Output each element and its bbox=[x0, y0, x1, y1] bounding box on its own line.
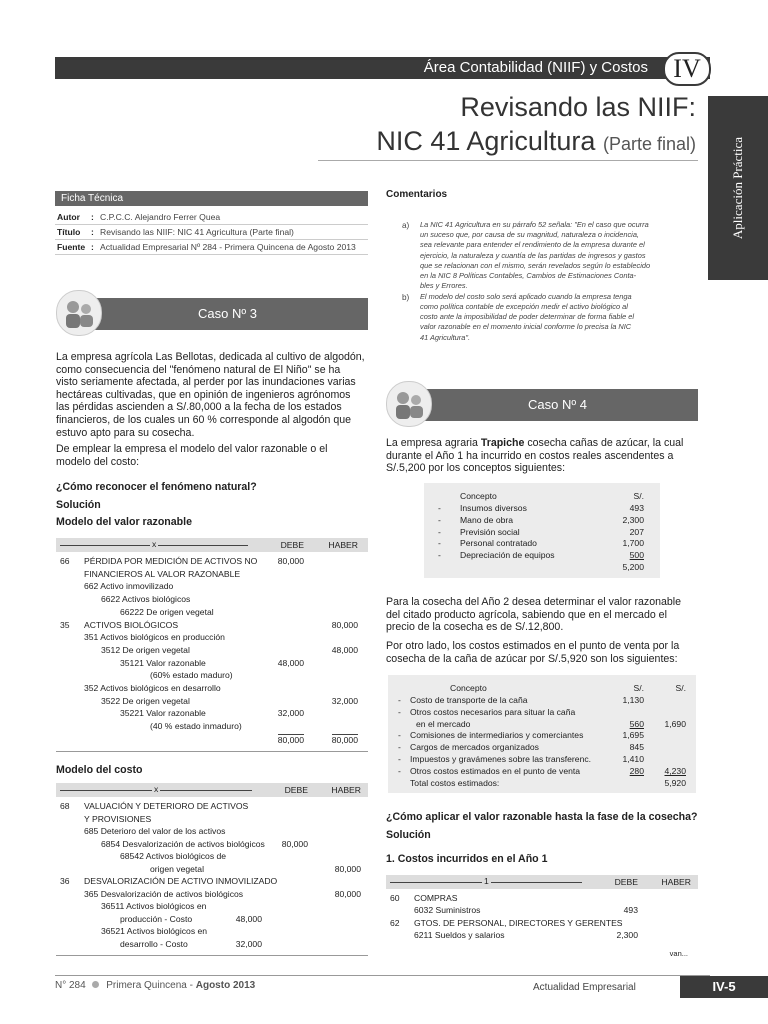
row-bullet: - bbox=[398, 730, 401, 741]
step1-heading: 1. Costos incurridos en el Año 1 bbox=[386, 853, 548, 865]
row-bullet: - bbox=[438, 550, 441, 561]
caso4-label: Caso Nº 4 bbox=[528, 397, 587, 412]
table-row bbox=[386, 918, 698, 930]
table-body bbox=[56, 552, 368, 752]
table-header bbox=[386, 875, 698, 889]
article-title-line2 bbox=[376, 126, 696, 157]
comment-line: El modelo del costo solo será aplicado cuando la empresa tenga bbox=[420, 291, 632, 301]
table-row bbox=[56, 926, 368, 939]
total-value: 5,200 bbox=[622, 562, 644, 572]
journal-table-year1 bbox=[386, 875, 698, 958]
page-number: IV-5 bbox=[680, 976, 768, 998]
title-divider bbox=[318, 160, 698, 161]
row-concept: Mano de obra bbox=[460, 514, 514, 525]
row-bullet: - bbox=[398, 754, 401, 764]
caso4-intro-post: cosecha cañas de azúcar, la cual bbox=[524, 437, 684, 449]
comment-line: valor razonable en el momento inicial conforme lo precisa la NIC bbox=[420, 322, 632, 332]
haber-amount: 80,000 bbox=[334, 888, 361, 899]
caso4-intro-pre: La empresa agraria bbox=[386, 437, 481, 449]
text-line: precio de la cosecha es de S/.12,800. bbox=[386, 621, 564, 634]
account-name: 6032 Suministros bbox=[414, 905, 481, 916]
article-title-part: (Parte final) bbox=[602, 134, 696, 154]
table-row bbox=[386, 893, 698, 905]
issue-number: N° 284 bbox=[55, 980, 86, 991]
haber-amount: 48,000 bbox=[331, 644, 358, 655]
haber-amount: 32,000 bbox=[331, 695, 358, 706]
people-icon bbox=[387, 382, 431, 426]
col-header-value: S/. bbox=[633, 491, 644, 501]
row-concept: Depreciación de equipos bbox=[460, 550, 555, 561]
account-code: 62 bbox=[390, 917, 400, 928]
issue-period: Primera Quincena - bbox=[106, 980, 196, 991]
haber-header: HABER bbox=[661, 877, 691, 887]
row-concept: Personal contratado bbox=[460, 538, 537, 549]
account-name: 36521 Activos biológicos en bbox=[101, 926, 208, 936]
account-name: 352 Activos biológicos en desarrollo bbox=[84, 683, 221, 693]
caso3-question: ¿Cómo reconocer el fenómeno natural? bbox=[56, 481, 257, 493]
haber-header: HABER bbox=[331, 785, 361, 795]
table-row bbox=[56, 876, 368, 889]
table-header bbox=[56, 538, 368, 552]
comment-line: como política contable de excepción medir el activo biológico al bbox=[420, 302, 628, 312]
debe-amount: 80,000 bbox=[277, 734, 304, 745]
comment-line: sea relevante para entender el rendimiento de la empresa durante el bbox=[420, 240, 645, 250]
row-value: 2,300 bbox=[622, 514, 644, 525]
table-body bbox=[56, 797, 368, 956]
bullet-icon bbox=[92, 981, 99, 988]
section-title: Área Contabilidad (NIIF) y Costos bbox=[423, 59, 648, 76]
comment-line: ejercicio, la naturaleza y cuantía de las partidas de ingresos y gastos bbox=[420, 250, 646, 260]
caso3-label: Caso Nº 3 bbox=[198, 306, 257, 321]
account-name: Y PROVISIONES bbox=[84, 813, 152, 824]
text-line: modelo del costo: bbox=[56, 455, 140, 468]
comment-marker: b) bbox=[402, 292, 410, 302]
text-line: cosecha de la caña de azúcar por S/.5,920 son los siguientes: bbox=[386, 652, 678, 665]
caso4-intro bbox=[386, 437, 698, 475]
caso3-question-intro bbox=[56, 443, 368, 468]
table-row bbox=[56, 864, 368, 877]
debe-amount: 32,000 bbox=[277, 708, 304, 719]
caso4-question: ¿Cómo aplicar el valor razonable hasta la fase de la cosecha? bbox=[386, 811, 698, 823]
debe-amount: 2,300 bbox=[616, 930, 638, 941]
table-row bbox=[56, 851, 368, 864]
total-label: Total costos estimados: bbox=[410, 777, 500, 788]
row-bullet: - bbox=[438, 526, 441, 537]
text-line: del citado producto agrícola, sabiendo que en el mercado el bbox=[386, 608, 667, 621]
account-name: 35221 Valor razonable bbox=[120, 708, 206, 719]
row-value-1: 1,695 bbox=[622, 730, 644, 741]
side-tab bbox=[708, 96, 768, 280]
chapter-number: IV bbox=[663, 52, 711, 86]
row-concept: Previsión social bbox=[460, 526, 520, 537]
text-line: hectáreas cultivadas, que en opinión de ingenieros agrónomos bbox=[56, 388, 351, 401]
account-name: (60% estado maduro) bbox=[150, 670, 233, 681]
table-row bbox=[56, 721, 368, 734]
row-bullet: - bbox=[438, 538, 441, 549]
table-row bbox=[56, 594, 368, 607]
comment-line: costo ante la imposibilidad de poder determinar de forma fiable el bbox=[420, 312, 635, 322]
ficha-row bbox=[55, 210, 368, 225]
table-body bbox=[386, 889, 698, 958]
comment-line: en la NIC 8 Políticas Contables, Cambios de Estimaciones Conta- bbox=[420, 271, 637, 280]
account-name: 365 Desvalorización de activos biológicos bbox=[84, 888, 244, 899]
row-bullet: - bbox=[398, 706, 401, 717]
text-line: La empresa agrícola Las Bellotas, dedicada al cultivo de algodón, bbox=[56, 351, 365, 363]
account-code: 68 bbox=[60, 801, 70, 811]
account-name: DESVALORIZACIÓN DE ACTIVO INMOVILIZADO bbox=[84, 876, 278, 886]
caso4-solution-label: Solución bbox=[386, 829, 431, 841]
account-name: VALUACIÓN Y DETERIORO DE ACTIVOS bbox=[84, 801, 249, 811]
debe-amount: 80,000 bbox=[277, 556, 304, 566]
account-name: 3522 De origen vegetal bbox=[101, 695, 190, 706]
header-x: 1 bbox=[484, 876, 489, 886]
article-title-line1: Revisando las NIIF: bbox=[460, 92, 696, 122]
account-code: 36 bbox=[60, 876, 70, 886]
table-row bbox=[56, 814, 368, 827]
people-illustration bbox=[386, 381, 432, 427]
row-bullet: - bbox=[398, 695, 401, 705]
account-name: 6854 Desvalorización de activos biológicos bbox=[101, 838, 265, 849]
journal-table-vr bbox=[56, 538, 368, 752]
caso4-paragraph3 bbox=[386, 640, 698, 665]
table-row bbox=[56, 708, 368, 721]
table-header bbox=[56, 783, 368, 797]
ficha-heading: Ficha Técnica bbox=[61, 193, 124, 204]
table-row bbox=[56, 696, 368, 709]
row-value-2: 1,690 bbox=[664, 718, 686, 729]
text-line: como consecuencia del "fenómeno natural de El Niño" se ha bbox=[56, 363, 341, 376]
caso3-solution-label: Solución bbox=[56, 499, 101, 511]
row-concept: en el mercado bbox=[416, 718, 471, 729]
text-line: durante el Año 1 ha incurrido en costos reales ascendentes a bbox=[386, 449, 674, 462]
caso3-banner bbox=[80, 298, 368, 330]
ficha-label: Fuente bbox=[57, 242, 86, 252]
table-row bbox=[56, 801, 368, 814]
row-bullet: - bbox=[438, 514, 441, 525]
ficha-label: Autor bbox=[57, 212, 80, 222]
table-row bbox=[56, 569, 368, 582]
caso4-banner bbox=[410, 389, 698, 421]
account-code: 66 bbox=[60, 556, 70, 566]
article-title-main: NIC 41 Agricultura bbox=[376, 126, 596, 156]
col-header-concepto: Concepto bbox=[460, 491, 497, 501]
account-name: 35121 Valor razonable bbox=[120, 657, 206, 668]
side-tab-label: Aplicación Práctica bbox=[730, 136, 745, 240]
people-illustration bbox=[56, 290, 102, 336]
estimated-costs-table bbox=[388, 675, 696, 793]
debe-header: DEBE bbox=[280, 540, 304, 550]
account-name: 662 Activo inmovilizado bbox=[84, 581, 174, 592]
text-line: financieros, de los cuales un 60 % corresponde al algodón que bbox=[56, 413, 352, 426]
costs-table-year1 bbox=[424, 483, 660, 578]
comment-marker: a) bbox=[402, 221, 410, 230]
account-name: FINANCIEROS AL VALOR RAZONABLE bbox=[84, 568, 241, 579]
row-value: 207 bbox=[629, 526, 644, 537]
model-vr-heading: Modelo del valor razonable bbox=[56, 516, 192, 528]
table-row bbox=[56, 645, 368, 658]
ficha-row bbox=[55, 240, 368, 255]
table-row bbox=[56, 581, 368, 594]
account-name: origen vegetal bbox=[150, 863, 204, 874]
row-bullet: - bbox=[438, 503, 441, 513]
col-header-concepto: Concepto bbox=[450, 683, 487, 693]
ficha-colon: : bbox=[91, 227, 94, 237]
row-value: 500 bbox=[629, 550, 644, 561]
row-value-2: 4,230 bbox=[664, 765, 686, 776]
text-line: visto seriamente afectada, al perder por las inundaciones varias bbox=[56, 376, 356, 389]
row-concept: Otros costos necesarios para situar la caña bbox=[410, 706, 576, 717]
debe-header: DEBE bbox=[614, 877, 638, 887]
account-name: (40 % estado inmaduro) bbox=[150, 721, 242, 732]
table-row bbox=[56, 734, 368, 747]
table-row bbox=[56, 939, 368, 952]
table-row bbox=[56, 556, 368, 569]
text-line: estuvo apto para su cosecha. bbox=[56, 426, 195, 439]
account-name: 6622 Activos biológicos bbox=[101, 594, 191, 605]
row-bullet: - bbox=[398, 765, 401, 776]
row-value-1: 1,410 bbox=[622, 754, 644, 764]
account-name: 6211 Sueldos y salarios bbox=[414, 930, 505, 941]
account-name: desarrollo - Costo bbox=[120, 938, 188, 949]
ficha-value: C.P.C.C. Alejandro Ferrer Quea bbox=[100, 212, 221, 222]
account-code: 35 bbox=[60, 619, 70, 630]
haber-amount: 80,000 bbox=[331, 734, 358, 745]
row-bullet: - bbox=[398, 742, 401, 753]
row-value: 1,700 bbox=[622, 538, 644, 549]
haber-amount: 80,000 bbox=[334, 863, 361, 874]
ficha-label: Título bbox=[57, 227, 81, 237]
header-x: x bbox=[152, 539, 157, 549]
table-row bbox=[56, 683, 368, 696]
comment-line: que se relacionan con el mismo, serán revelados según lo establecido bbox=[420, 260, 651, 270]
row-concept: Otros costos estimados en el punto de venta bbox=[410, 765, 581, 776]
haber-header: HABER bbox=[328, 540, 358, 550]
comment-line: 41 Agricultura". bbox=[420, 332, 471, 342]
text-line: las pérdidas ascienden a S/.80,000 a la fecha de los estados bbox=[56, 401, 342, 414]
ficha-value: Actualidad Empresarial Nº 284 - Primera Quincena de Agosto 2013 bbox=[100, 242, 356, 252]
comment-line: un suceso que, por causa de su magnitud, naturaleza o incidencia, bbox=[420, 230, 639, 240]
total-value: 5,920 bbox=[664, 777, 686, 788]
comment-line: La NIC 41 Agricultura en su párrafo 52 señala: "En el caso que ocurra bbox=[420, 220, 649, 229]
company-name: Trapiche bbox=[480, 437, 525, 449]
table-row bbox=[56, 901, 368, 914]
row-concept: Costo de transporte de la caña bbox=[410, 695, 528, 705]
row-concept: Comisiones de intermediarios y comerciantes bbox=[410, 730, 584, 741]
table-row bbox=[56, 839, 368, 852]
row-value-1: 280 bbox=[629, 765, 644, 776]
continues-note: van... bbox=[669, 948, 688, 958]
ficha-value: Revisando las NIIF: NIC 41 Agricultura (Parte final) bbox=[100, 227, 294, 237]
issue-month: Agosto 2013 bbox=[195, 980, 256, 991]
debe-amount: 48,000 bbox=[277, 657, 304, 668]
debe-amount: 493 bbox=[623, 905, 638, 916]
account-name: 68542 Activos biológicos de bbox=[120, 851, 227, 861]
journal-table-costo bbox=[56, 783, 368, 956]
account-code: 60 bbox=[390, 893, 400, 903]
account-name: producción - Costo bbox=[120, 913, 193, 924]
account-name: COMPRAS bbox=[414, 893, 458, 903]
row-concept: Cargos de mercados organizados bbox=[410, 742, 539, 753]
account-name: 3512 De origen vegetal bbox=[101, 644, 190, 655]
header-x: x bbox=[154, 784, 159, 794]
table-row bbox=[386, 905, 698, 917]
table-row bbox=[56, 670, 368, 683]
table-row bbox=[56, 632, 368, 645]
caso4-paragraph2 bbox=[386, 596, 698, 634]
row-concept: Insumos diversos bbox=[460, 503, 527, 513]
account-name: 351 Activos biológicos en producción bbox=[84, 632, 225, 643]
row-value-1: 560 bbox=[629, 718, 644, 729]
col-header-v2: S/. bbox=[675, 683, 686, 693]
row-value-1: 845 bbox=[629, 742, 644, 753]
ficha-table bbox=[55, 210, 368, 255]
row-value: 493 bbox=[629, 503, 644, 513]
text-line: De emplear la empresa el modelo del valor razonable o el bbox=[56, 443, 328, 455]
table-row bbox=[56, 658, 368, 671]
table-row bbox=[56, 889, 368, 902]
table-row bbox=[56, 607, 368, 620]
comment-line: bles y Errores. bbox=[420, 281, 468, 291]
ficha-header bbox=[55, 191, 368, 206]
row-value-1: 1,130 bbox=[622, 695, 644, 705]
text-line: Por otro lado, los costos estimados en el punto de venta por la bbox=[386, 640, 680, 652]
text-line: S/.5,200 por los conceptos siguientes: bbox=[386, 462, 566, 475]
table-row bbox=[56, 620, 368, 633]
people-icon bbox=[57, 291, 101, 335]
text-line: Para la cosecha del Año 2 desea determinar el valor razonable bbox=[386, 596, 682, 608]
footer-publication: Actualidad Empresarial bbox=[533, 982, 636, 993]
ficha-colon: : bbox=[91, 242, 94, 252]
table-row bbox=[56, 914, 368, 927]
row-concept: Impuestos y gravámenes sobre las transferenc. bbox=[410, 754, 592, 764]
table-row bbox=[386, 930, 698, 942]
partial-amount: 32,000 bbox=[235, 938, 262, 949]
caso4-intro-line bbox=[386, 437, 698, 450]
table-row bbox=[56, 826, 368, 839]
col-header-v1: S/. bbox=[633, 683, 644, 693]
footer-divider bbox=[55, 975, 710, 976]
account-name: 685 Deterioro del valor de los activos bbox=[84, 826, 226, 836]
debe-header: DEBE bbox=[284, 785, 308, 795]
comentarios-heading: Comentarios bbox=[386, 189, 448, 200]
account-name: ACTIVOS BIOLÓGICOS bbox=[84, 619, 179, 630]
caso3-intro bbox=[56, 351, 368, 439]
haber-amount: 80,000 bbox=[331, 619, 358, 630]
account-name: 66222 De origen vegetal bbox=[120, 606, 214, 617]
footer-issue bbox=[55, 980, 255, 991]
partial-amount: 48,000 bbox=[235, 913, 262, 924]
account-name: 36511 Activos biológicos en bbox=[101, 901, 207, 911]
ficha-colon: : bbox=[91, 212, 94, 222]
model-costo-heading: Modelo del costo bbox=[56, 764, 143, 776]
debe-amount: 80,000 bbox=[281, 838, 308, 849]
account-name: GTOS. DE PERSONAL, DIRECTORES Y GERENTES bbox=[414, 917, 623, 928]
ficha-row bbox=[55, 225, 368, 240]
account-name: PÉRDIDA POR MEDICIÓN DE ACTIVOS NO bbox=[84, 556, 258, 566]
